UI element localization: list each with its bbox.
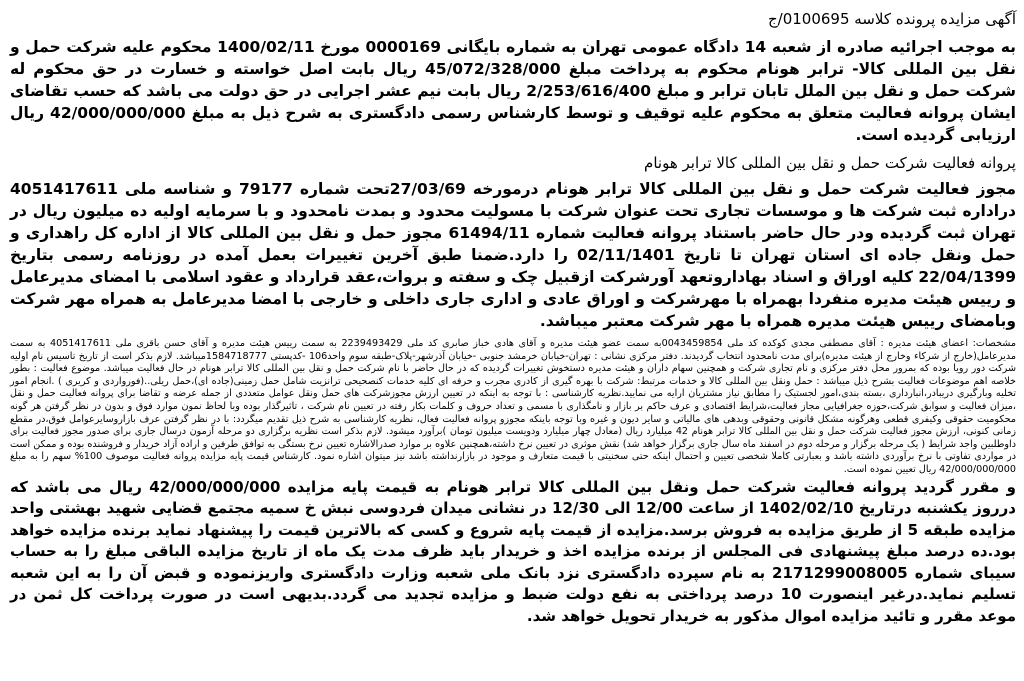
notice-title: آگهی مزایده پرونده کلاسه 0100695/ج xyxy=(767,10,1016,28)
auction-terms-paragraph: و مقرر گردید پروانه فعالیت شرکت حمل ونقل بین المللی کالا ترابر هونام به قیمت پایه مزایده 42/000/000/000 ریال می باشد که درروز یکشنبه درتاریخ 1402/02/10 از ساعت 12/00 الی 12/30 در نشانی میدان فردوسی نبش خ سمیه مجتمع قضایی شهید بهشتی واحد مزایده طبقه 5 از طریق مزایده به فروش برسد.مزایده از قیمت پایه شروع و کسی که بالاترین قیمت را پیشنهاد نماید برنده مزایده خواهد بود.ده درصد مبلغ پیشنهادی فی المجلس از برنده مزایده اخذ و خریدار باید ظرف مدت یک ماه از تاریخ مزایده الباقی مبلغ را به حساب سیبای شماره 2171299008005 به نام سپرده دادگستری نزد بانک ملی شعبه وزارت دادگستری واریزنموده و قبض آن را به این شعبه تسلیم نماید.درغیر اینصورت 10 درصد پرداختی به نفع دولت ضبط و مزایده تجدید می گردد.بدیهی است در صورت پرداخت کل ثمن در موعد مقرر و تائید مزایده اموال مذکور به خریدار تحویل خواهد شد. xyxy=(10,477,1017,625)
license-paragraph: مجوز فعالیت شرکت حمل و نقل بین المللی کالا ترابر هونام درمورخه 27/03/69تحت شماره 79177 و شناسه ملی 4051417611 دراداره ثبت شرکت ها و موسسات تجاری تحت عنوان شرکت با مسولیت محدود و بمدت نامحدود و با سرمایه اولیه ده میلیون ریال در تهران ثبت گردیده ودر حال حاضر باستناد پروانه فعالیت شماره 61494/11 مجوز حمل و نقل بین المللی کالا از اداره کل راهداری و حمل ونقل جاده ای استان تهران تا تاریخ 02/11/1401 را دارد.ضمنا طبق آخرین تغییرات بعمل آمده در روزنامه رسمی بتاریخ 22/04/1399 کلیه اوراق و اسناد بهاداروتعهد آورشرکت ازقبیل چک و سفته و بروات،عقد قرارداد و عقود اسلامی با امضای مدیرعامل و رییس هیئت مدیره منفردا بهمراه با مهرشرکت و اوراق عادی و اداری جاری داخلی و خارجی با امضا مدیرعامل به همراه مهر شرکت وبامضای رییس هیئت مدیره همراه با مهر شرکت معتبر میباشد. xyxy=(10,180,1017,330)
expert-opinion-paragraph: مشخصات: اعضای هیئت مدیره : آقای مصطفی مجدی کوکده کد ملی 0043459854به سمت عضو هیئت مدیره و آقای هادی خباز صابری کد ملی 2239493429 به سمت رییس هیئت مدیره و آقای حسن باقری ملی 4051417611 به سمت مدیرعامل(خارج از شرکاء وخارج از هیئت مدیره)برای مدت نامحدود انتخاب گردیدند. دفتر مرکزی نشانی : تهران-خیابان خرمشد جنوبی -خیابان آذرشهر-پلاک-طبقه سوم واحد106 -کدپستی 1584718777میباشد. لازم بذکر است از تاریخ تاسیس نام اولیه شرکت دور رویا بوده که بمرور محل دفتر مرکزی و نام تجاری شرکت و همچنین سهام داران و هیئت مدیره دستخوش تغییرات گردیده که در حال حاضر با نام شرکت حمل و نقل بین المللی کالا ترابر هونام در حال فعالیت میباشد. موضوع فعالیت : بطور خلاصه اهم موضوعات فعالیت بشرح ذیل میباشد : حمل ونقل بین المللی کالا و خدمات مرتبط: شرکت با بهره گیری از کادری مجرب و حرفه ای کلیه خدمات کنصحیحی ترانزیت شامل حمل زمینی(جاده ای)،حمل ریلی..(فورواردی و کریری ) .انجام امور تخلیه وبارگیری دریبادر،انبارداری ،بسته بندی،امور لجستیک را مطابق نیاز مشتریان ارایه می نمایید.نظریه کارشناسی : با توجه به اینکه در تعیین ارزش مجوزشرکت های حمل ونقل عوامل متعددی از جمله عرضه و تقاضا برای پروانه فعالیت حمل و نقل ،میزان فعالیت و سوابق شرکت،حوزه جغرافیایی مجاز فعالیت،شرایط اقتصادی و عرف حاکم بر بازار و نامگذاری با مسمی و تعداد حروف و کلمات بکار رفته در تعیین نام شرکت ، تاثیرگذار بوده وبا لحاظ نمون موارد فوق و بدون در نظر گرفتن هر گونه محکومیت حقوقی وکیفری قطعی وهرگونه مشکل قانونی وحقوقی وبدهی های مالیاتی و سایر دیون و غیره وبا توجه باینکه مجوزو پروانه فعالیت فعال، نظریه کارشناسی به شرح ذیل تقدیم میگردد: با در نظر گرفتن عرف بازاروسایرعوامل فوق،در مقطع زمانی کنونی، ارزش مجوز فعالیت شرکت حمل و نقل بین المللی کالا ترابر هونام 42 میلیارد ریال (معادل چهار میلیارد ودویست میلیون تومان )برآورد میشود. لازم بذکر است نظریه برگزاری دو مرحله آزمون درسال جاری برای صدور مجوز فعالیت برای داوطلبین واجد شرایط ( یک مرحله برگزار و مرحله دوم در اسفند ماه سال جاری برگزار خواهد شد) نقش موثری در تعیین نرخ داشته،همچنین علاوه بر موارد صدرالاشاره تعیین نرخ بستگی به توافق طرفین و اراده آزاد خریدار و فروشنده بوده و ممکن است در مواردی تفاوتی با نرخ برآوردی داشته باشد و بعبارتی کاملا شخصی تعیین و احتمال اینکه حتی سخنیتی با قیمت متعارف و موجود در بازارنداشته باشد نیز میتوان اشاره نمود. کارشناس قیمت پایه مزایده پروانه فعالیت موصوف 100% سهم را به مبلغ 42/000/000/000 ریال تعیین نموده است. xyxy=(10,338,1017,475)
enforcement-paragraph: به موجب اجرائیه صادره از شعبه 14 دادگاه عمومی تهران به شماره بایگانی 0000169 مورخ 1400/02/11 محکوم علیه شرکت حمل و نقل بین المللی کالا- ترابر هونام محکوم به پرداخت مبلغ 45/072/328/000 ریال بابت اصل خواسته و خسارت در حق محکوم له شرکت حمل و نقل بین الملل تابان ترابر و مبلغ 2/253/616/400 ریال بابت نیم عشر اجرایی در حق دولت می باشد که حسب تقاضای ایشان پروانه فعالیت متعلق به محکوم علیه توقیف و توسط کارشناس رسمی دادگستری به شرح ذیل به مبلغ 42/000/000/000 ریال ارزیابی گردیده است. xyxy=(10,38,1017,144)
license-subtitle: پروانه فعالیت شرکت حمل و نقل بین المللی کالا ترابر هونام xyxy=(644,154,1016,172)
